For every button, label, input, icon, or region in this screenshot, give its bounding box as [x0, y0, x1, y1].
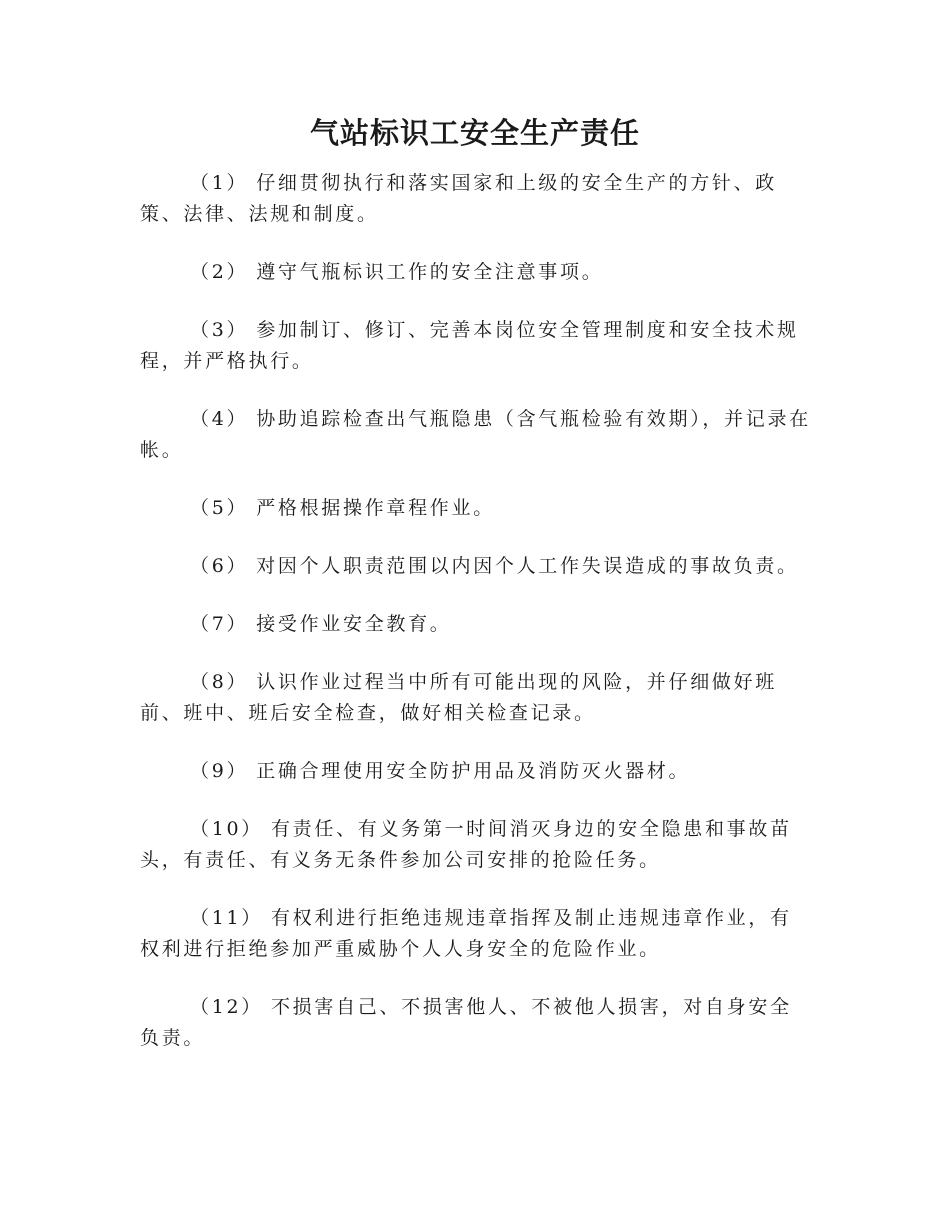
item-number: （2） [190, 261, 249, 283]
item-text: 遵守气瓶标识工作的安全注意事项。 [256, 261, 604, 283]
item-number: （3） [190, 319, 249, 341]
list-item [140, 756, 812, 787]
item-text: 不损害自己、不损害他人、不被他人损害，对自身安全负责。 [140, 996, 792, 1049]
list-item [140, 551, 812, 582]
item-number: （1） [190, 172, 249, 194]
item-text: 仔细贯彻执行和落实国家和上级的安全生产的方针、政策、法律、法规和制度。 [140, 172, 778, 225]
item-text: 有权利进行拒绝违规违章指挥及制止违规违章作业，有权利进行拒绝参加严重威胁个人人身安全的危险作业。 [140, 907, 792, 960]
item-text: 认识作业过程当中所有可能出现的风险，并仔细做好班前、班中、班后安全检查，做好相关检查记录。 [140, 671, 778, 724]
item-number: （4） [190, 408, 249, 430]
item-number: （12） [190, 996, 263, 1018]
item-text: 严格根据操作章程作业。 [256, 497, 495, 519]
list-item [140, 903, 812, 965]
item-text: 正确合理使用安全防护用品及消防灭火器材。 [256, 760, 691, 782]
item-number: （7） [190, 613, 249, 635]
list-item [140, 315, 812, 377]
document-title: 气站标识工安全生产责任 [309, 116, 640, 150]
item-number: （11） [190, 907, 263, 929]
list-item [140, 667, 812, 729]
item-text: 参加制订、修订、完善本岗位安全管理制度和安全技术规程，并严格执行。 [140, 319, 799, 372]
list-item [140, 992, 812, 1054]
list-item [140, 404, 812, 466]
list-item [140, 814, 812, 876]
list-item [140, 257, 812, 288]
list-item [140, 493, 812, 524]
item-number: （9） [190, 760, 249, 782]
item-number: （8） [190, 671, 249, 693]
item-text: 协助追踪检查出气瓶隐患（含气瓶检验有效期），并记录在帐。 [140, 408, 811, 461]
list-item [140, 168, 812, 230]
item-text: 对因个人职责范围以内因个人工作失误造成的事故负责。 [256, 555, 799, 577]
list-item [140, 609, 812, 640]
item-number: （6） [190, 555, 249, 577]
item-text: 接受作业安全教育。 [256, 613, 452, 635]
item-number: （10） [190, 818, 263, 840]
item-text: 有责任、有义务第一时间消灭身边的安全隐患和事故苗头，有责任、有义务无条件参加公司安排的抢险任务。 [140, 818, 792, 871]
responsibility-list [140, 168, 812, 1081]
item-number: （5） [190, 497, 249, 519]
